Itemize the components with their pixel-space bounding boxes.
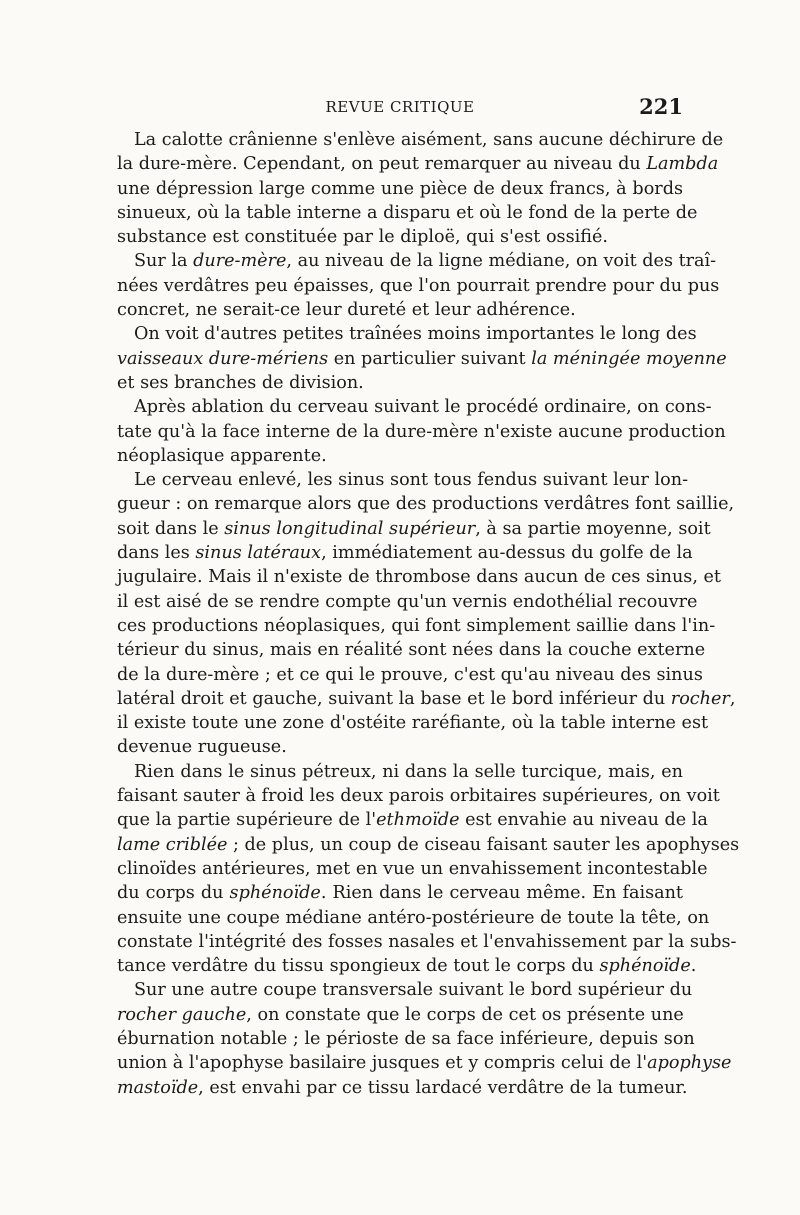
text-segment: est envahie au niveau de la [459, 810, 708, 831]
text-line [117, 468, 689, 492]
italic-term: apophyse [647, 1053, 732, 1074]
running-header [117, 94, 683, 120]
text-line [117, 492, 735, 516]
italic-term: vaisseaux dure-mériens [117, 348, 329, 369]
text-segment: du corps du [117, 883, 230, 904]
text-line [117, 687, 736, 711]
text-segment: une dépression large comme une pièce de deux francs, à bords [117, 178, 683, 199]
italic-term: sinus latéraux [195, 543, 322, 564]
italic-term: sphénoïde [599, 956, 691, 977]
text-segment: On voit d'autres petites traînées moins importantes le long des [134, 324, 697, 345]
text-line [117, 1051, 732, 1075]
text-line [117, 1027, 695, 1051]
text-line [117, 201, 698, 225]
page-number: 221 [639, 94, 683, 119]
text-line [117, 371, 683, 395]
text-segment: Le cerveau enlevé, les sinus sont tous fendus suivant leur lon- [134, 470, 689, 491]
italic-term: lame criblée [117, 834, 228, 855]
text-line [117, 663, 703, 687]
text-line [117, 444, 683, 468]
text-segment: union à l'apophyse basilaire jusques et y compris celui de l' [117, 1053, 648, 1074]
text-segment: . [690, 956, 697, 977]
text-segment: La calotte crânienne s'enlève aisément, sans aucune déchirure de [134, 130, 724, 150]
italic-term: rocher [670, 688, 730, 709]
text-segment: ces productions néoplasiques, qui font simplement saillie dans l'in- [117, 615, 716, 636]
text-segment: ; de plus, un coup de ciseau faisant sauter les apophyses [227, 834, 740, 855]
text-segment: Après ablation du cerveau suivant le procédé ordinaire, on cons- [134, 397, 712, 418]
text-line [117, 517, 711, 541]
text-segment: et ses branches de division. [117, 372, 364, 393]
body-text [117, 128, 740, 1100]
text-line [117, 930, 737, 954]
text-line [117, 298, 683, 322]
text-segment: il est aisé de se rendre compte qu'un vernis endothélial recouvre [117, 591, 698, 612]
text-segment: , est envahi par ce tissu lardacé verdâtre de la tumeur. [198, 1077, 688, 1098]
text-line [117, 808, 708, 832]
text-segment: latéral droit et gauche, suivant la base et le bord inférieur du [117, 688, 671, 709]
italic-term: ethmoïde [376, 810, 460, 831]
text-segment: faisant sauter à froid les deux parois orbitaires supérieures, on voit [117, 786, 720, 807]
text-segment: Sur la [134, 251, 194, 272]
text-segment: en particulier suivant [328, 348, 532, 369]
text-segment: sinueux, où la table interne a disparu et où le fond de la perte de [117, 202, 698, 223]
text-line [117, 784, 720, 808]
text-segment: ensuite une coupe médiane antéro-postérieure de toute la tête, on [117, 907, 710, 928]
text-segment: concret, ne serait-ce leur dureté et leur adhérence. [117, 300, 576, 321]
text-segment: , au niveau de la ligne médiane, on voit des traî- [286, 251, 717, 272]
text-line [117, 711, 709, 735]
text-segment: jugulaire. Mais il n'existe de thrombose dans aucun de ces sinus, et [117, 567, 722, 588]
text-segment: substance est constituée par le diploë, qui s'est ossifié. [117, 227, 608, 248]
italic-term: mastoïde [117, 1077, 199, 1098]
text-line [117, 152, 719, 176]
text-segment: , [729, 688, 736, 709]
text-line [117, 978, 693, 1002]
text-line [117, 590, 698, 614]
text-line [117, 395, 712, 419]
text-line [117, 1003, 683, 1027]
text-line [117, 906, 710, 930]
text-line [117, 565, 722, 589]
text-segment: constate l'intégrité des fosses nasales et l'envahissement par la subs- [117, 931, 737, 952]
italic-term: sinus longitudinal supérieur [224, 518, 476, 539]
text-line [117, 857, 708, 881]
text-segment: nées verdâtres peu épaisses, que l'on pourrait prendre pour du pus [117, 275, 720, 296]
text-line [117, 274, 720, 298]
text-line [117, 1076, 688, 1100]
text-segment: de la dure-mère ; et ce qui le prouve, c'est qu'au niveau des sinus [117, 664, 703, 685]
text-line [117, 735, 683, 759]
text-line [117, 760, 683, 784]
italic-term: sphénoïde [229, 883, 321, 904]
text-segment: tate qu'à la face interne de la dure-mère n'existe aucune production [117, 421, 726, 442]
text-segment: éburnation notable ; le périoste de sa face inférieure, depuis son [117, 1028, 695, 1049]
text-segment: , immédiatement au-dessus du golfe de la [321, 543, 693, 564]
text-line [117, 833, 740, 857]
text-segment: térieur du sinus, mais en réalité sont nées dans la couche externe [117, 640, 706, 661]
text-segment: Rien dans le sinus pétreux, ni dans la selle turcique, mais, en [134, 761, 683, 782]
text-line [117, 225, 683, 249]
text-line [117, 322, 697, 346]
text-line [117, 541, 693, 565]
italic-term: Lambda [646, 154, 719, 175]
text-segment: Sur une autre coupe transversale suivant le bord supérieur du [134, 980, 693, 1001]
text-segment: , à sa partie moyenne, soit [475, 518, 711, 539]
text-line [117, 954, 697, 978]
text-line [117, 614, 716, 638]
italic-term: dure-mère [193, 251, 287, 272]
text-line [117, 177, 683, 201]
italic-term: la méningée moyenne [531, 348, 727, 369]
text-segment: devenue rugueuse. [117, 737, 287, 758]
text-line [117, 249, 717, 273]
text-line [117, 638, 706, 662]
text-segment: que la partie supérieure de l' [117, 810, 377, 831]
text-segment: . Rien dans le cerveau même. En faisant [320, 883, 683, 904]
text-segment: néoplasique apparente. [117, 445, 327, 466]
running-title: REVUE CRITIQUE [325, 98, 475, 116]
italic-term: rocher gauche [117, 1004, 247, 1025]
text-segment: tance verdâtre du tissu spongieux de tout le corps du [117, 956, 600, 977]
text-line [117, 128, 724, 152]
text-segment: gueur : on remarque alors que des productions verdâtres font saillie, [117, 494, 735, 515]
text-segment: clinoïdes antérieures, met en vue un envahissement incontestable [117, 858, 708, 879]
text-segment: il existe toute une zone d'ostéite raréfiante, où la table interne est [117, 713, 709, 734]
text-segment: soit dans le [117, 518, 225, 539]
text-line [117, 420, 726, 444]
text-line [117, 347, 727, 371]
text-segment: dans les [117, 543, 196, 564]
text-segment: , on constate que le corps de cet os présente une [246, 1004, 684, 1025]
text-line [117, 881, 683, 905]
text-segment: la dure-mère. Cependant, on peut remarquer au niveau du [117, 154, 647, 175]
